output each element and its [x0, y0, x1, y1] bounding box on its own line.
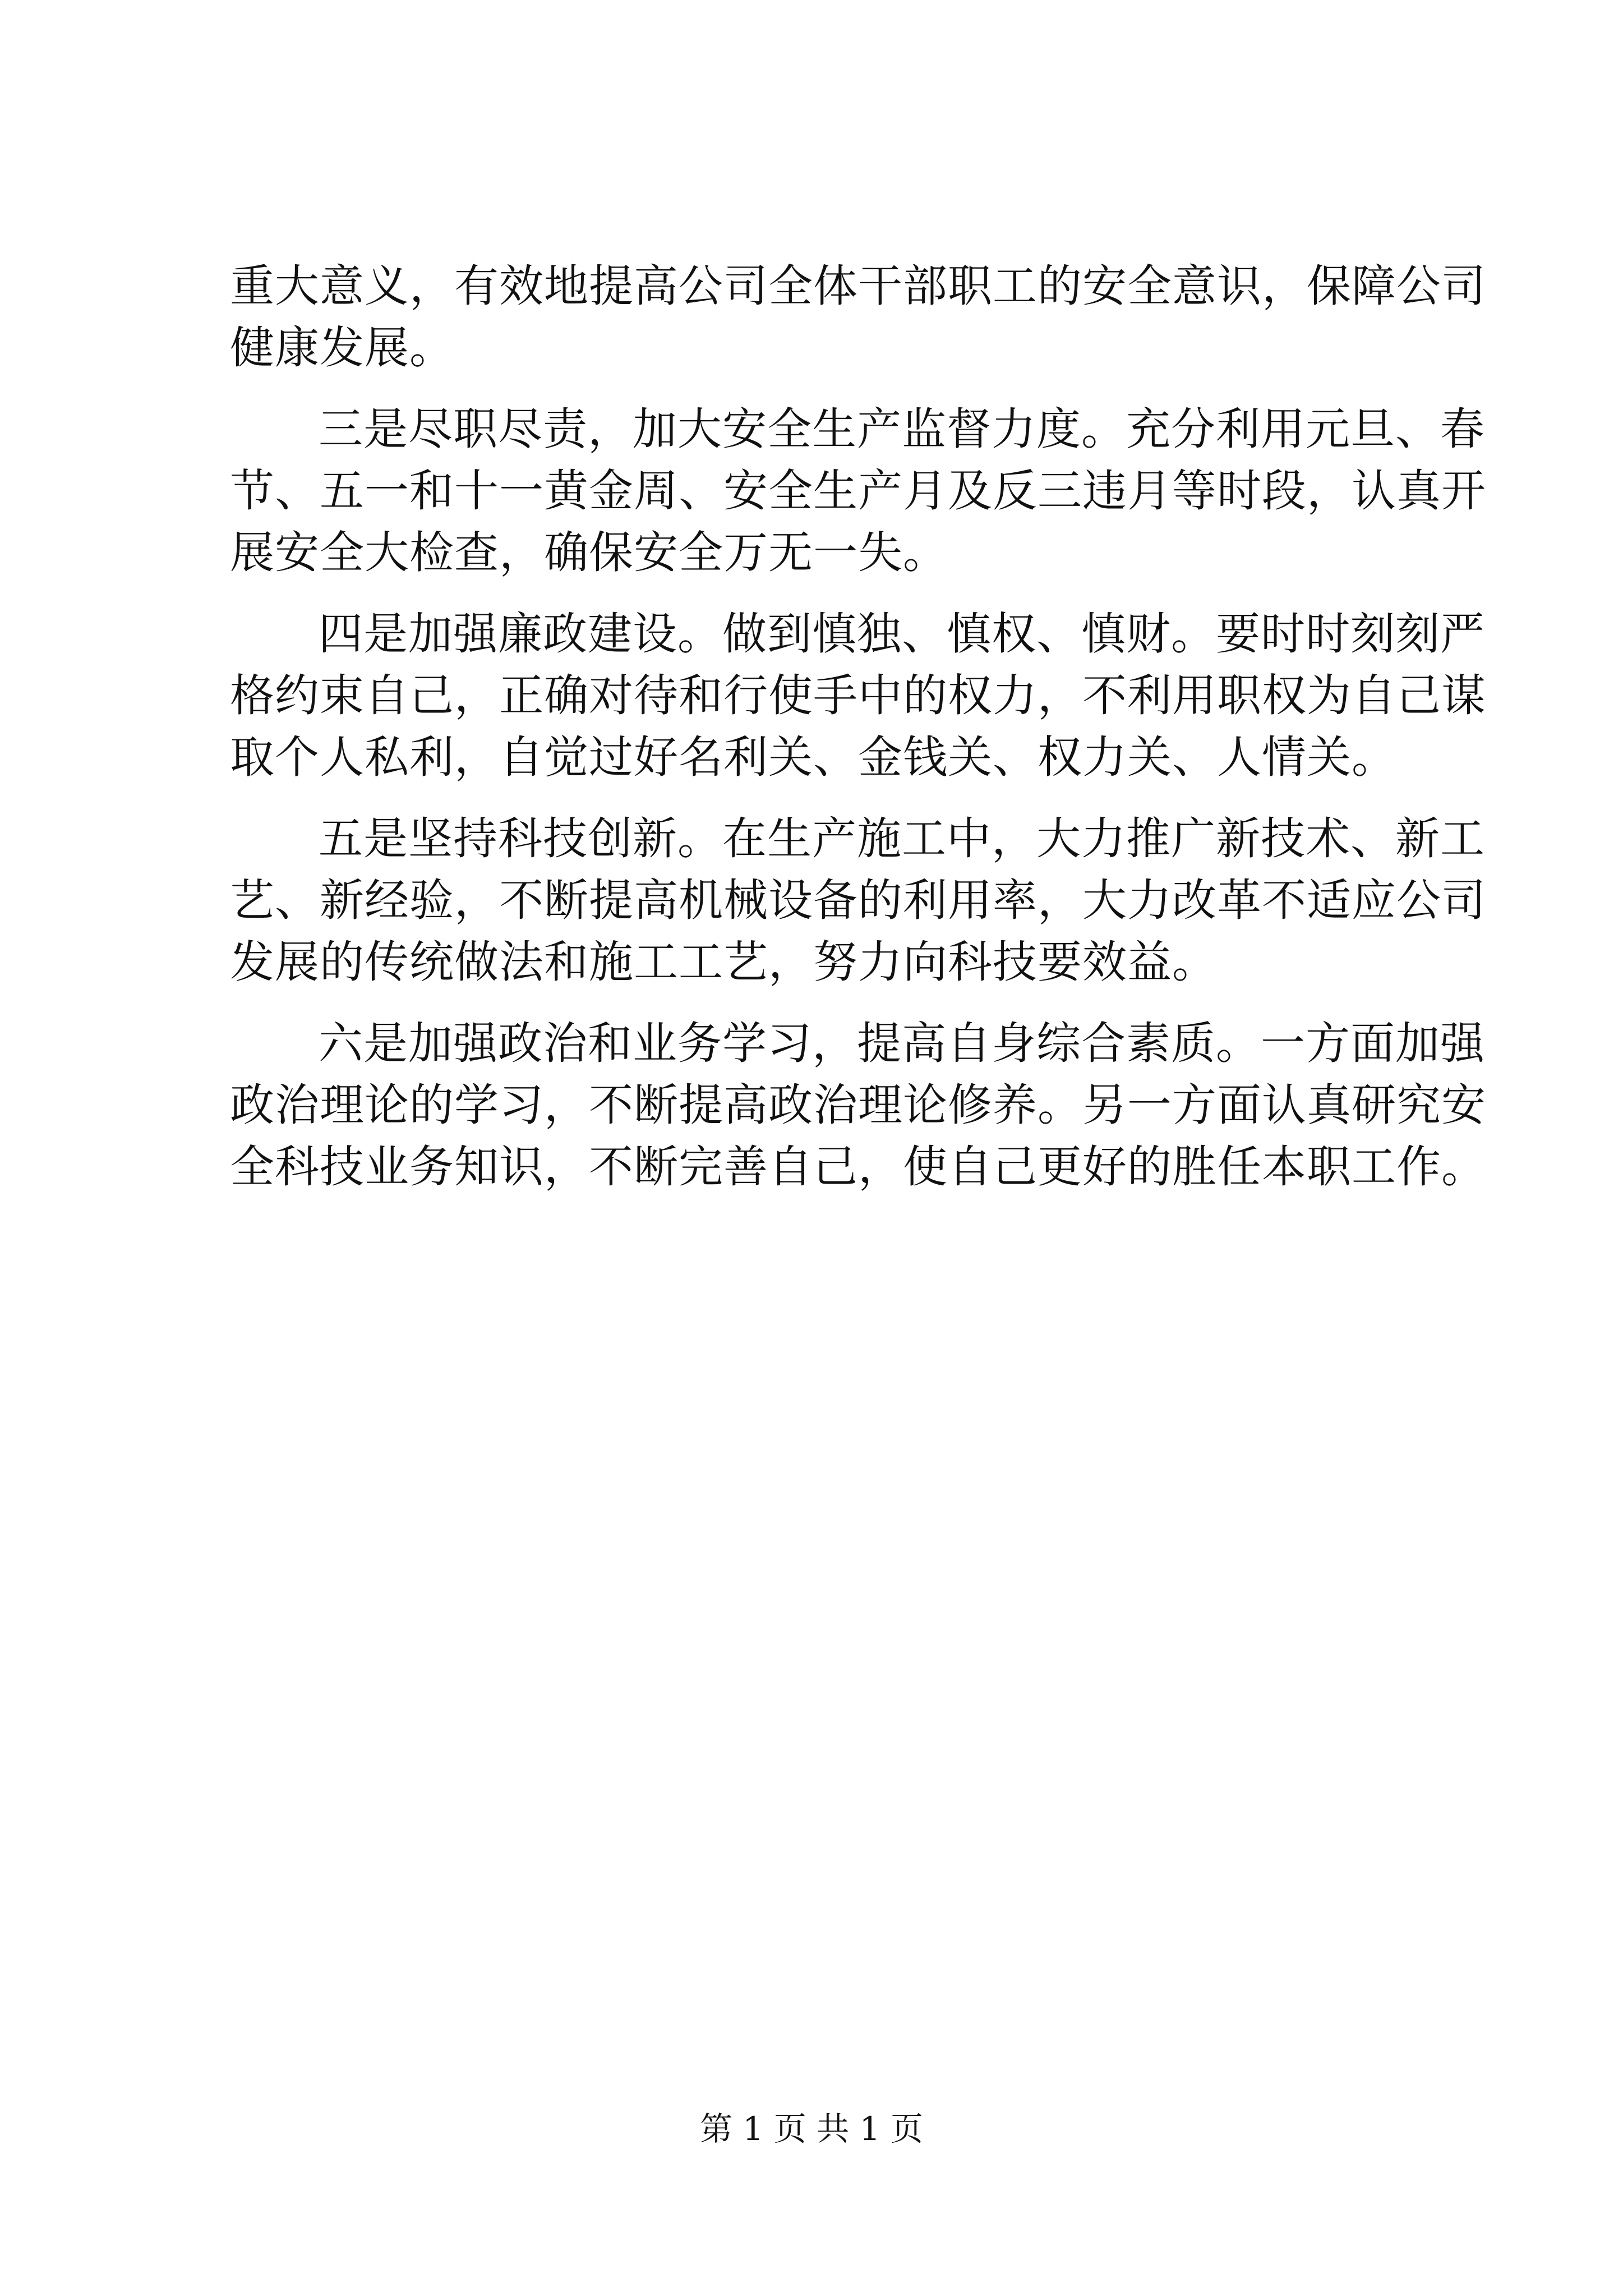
text-line: 艺、新经验，不断提高机械设备的利用率，大力改革不适应公司 — [230, 875, 1486, 926]
text-line: 展安全大检查，确保安全万无一失。 — [230, 527, 948, 578]
text-line: 发展的传统做法和施工工艺，努力向科技要效益。 — [230, 936, 1217, 988]
paragraph-first-line: 五是坚持科技创新。在生产施工中，大力推广新技术、新工 — [319, 813, 1485, 864]
paragraph-first-line: 六是加强政治和业务学习，提高自身综合素质。一方面加强 — [319, 1018, 1485, 1069]
text-line: 重大意义，有效地提高公司全体干部职工的安全意识，保障公司 — [230, 260, 1486, 312]
text-line: 节、五一和十一黄金周、安全生产月及反三违月等时段，认真开 — [230, 465, 1486, 517]
paragraph-first-line: 三是尽职尽责，加大安全生产监督力度。充分利用元旦、春 — [319, 403, 1485, 455]
text-line: 政治理论的学习，不断提高政治理论修养。另一方面认真研究安 — [230, 1079, 1486, 1131]
text-line: 取个人私利，自觉过好名利关、金钱关、权力关、人情关。 — [230, 731, 1396, 783]
text-line: 全科技业务知识，不断完善自己，使自己更好的胜任本职工作。 — [230, 1141, 1486, 1193]
page-number-footer: 第 1 页 共 1 页 — [700, 2110, 923, 2148]
text-line: 健康发展。 — [230, 322, 454, 374]
paragraph-first-line: 四是加强廉政建设。做到慎独、慎权、慎财。要时时刻刻严 — [319, 608, 1485, 660]
text-line: 格约束自己，正确对待和行使手中的权力，不利用职权为自己谋 — [230, 670, 1486, 721]
